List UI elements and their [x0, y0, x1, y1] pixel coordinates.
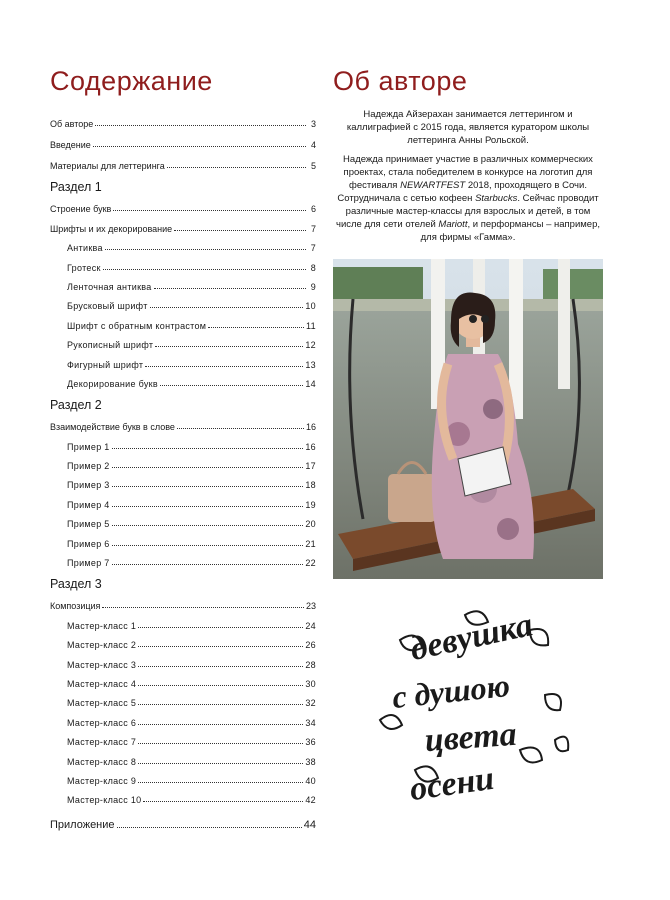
toc-subentry: Шрифт с обратным контрастом 11 [67, 320, 316, 331]
toc-subentry: Гротеск 8 [67, 262, 316, 273]
toc-subentry: Ленточная антиква 9 [67, 281, 316, 292]
about-title: Об авторе [333, 66, 468, 96]
toc-subentry: Мастер-класс 9 40 [67, 775, 316, 786]
toc-subentry: Брусковый шрифт 10 [67, 301, 316, 312]
lettering-word-2: с душою [390, 666, 512, 716]
toc-subentry: Пример 1 16 [67, 441, 316, 452]
toc-entry: Об авторе 3 [50, 119, 316, 129]
toc-subentry: Фигурный шрифт 13 [67, 359, 316, 370]
toc-subentry: Мастер-класс 2 26 [67, 640, 316, 651]
toc-subentry: Рукописный шрифт 12 [67, 340, 316, 351]
toc-subentry: Мастер-класс 5 32 [67, 698, 316, 709]
toc-subentry: Мастер-класс 6 34 [67, 717, 316, 728]
toc-subentry: Мастер-класс 4 30 [67, 678, 316, 689]
toc-entry: Введение 4 [50, 140, 316, 150]
bio-paragraph-2: Надежда принимает участие в различных коммерческих проектах, стала победителем в конкурсе на логотип для фестиваля NEWARTFEST 2018, проходящего в Сочи. Сотрудничала с сетью кофеен Starbucks. Сейчас проводит различные мастер-классы для взрослых и детей, в том числе для сети отелей Mariott, и перформансы – например, для фирмы «Гамма». [336, 154, 600, 243]
toc-subentry: Пример 6 21 [67, 538, 316, 549]
toc-entry: Шрифты и их декорирование 7 [50, 223, 316, 234]
toc-subentry: Мастер-класс 7 36 [67, 737, 316, 748]
toc-subentry: Антиква 7 [67, 243, 316, 254]
toc-subentry: Мастер-класс 3 28 [67, 659, 316, 670]
toc-subentry: Пример 2 17 [67, 461, 316, 472]
toc-section-title: Раздел 3 [50, 577, 102, 592]
toc-subentry: Пример 3 18 [67, 480, 316, 491]
bio-paragraph-1: Надежда Айзерахан занимается леттерингом и каллиграфией с 2015 года, является куратором школы леттеринга Анны Рольской. [346, 109, 590, 146]
lettering-word-4: осени [407, 759, 497, 809]
toc-entry: Материалы для леттеринга 5 [50, 161, 316, 171]
lettering-artwork [370, 600, 575, 810]
table-of-contents [50, 108, 316, 831]
toc-section-title: Раздел 1 [50, 180, 102, 194]
toc-subentry: Пример 7 22 [67, 558, 316, 569]
toc-subentry: Мастер-класс 8 38 [67, 756, 316, 767]
toc-subentry: Мастер-класс 10 42 [67, 795, 316, 806]
toc-entry-appendix: Приложение 44 [50, 819, 316, 832]
toc-subentry: Декорирование букв 14 [67, 378, 316, 389]
lettering-illustration [370, 600, 575, 810]
author-photo [333, 259, 603, 579]
lettering-word-1: девушка [406, 606, 536, 669]
toc-entry: Композиция 23 [50, 601, 316, 612]
toc-section-title: Раздел 2 [50, 397, 102, 412]
author-bio [333, 108, 603, 250]
toc-subentry: Пример 5 20 [67, 519, 316, 530]
toc-entry: Строение букв 6 [50, 204, 316, 215]
toc-subentry: Пример 4 19 [67, 499, 316, 510]
toc-subentry: Мастер-класс 1 24 [67, 620, 316, 631]
toc-entry: Взаимодействие букв в слове 16 [50, 422, 316, 433]
lettering-word-3: цвета [423, 715, 518, 760]
toc-title: Содержание [50, 66, 213, 96]
photo-illustration [333, 259, 603, 579]
toc-sections [50, 179, 316, 805]
